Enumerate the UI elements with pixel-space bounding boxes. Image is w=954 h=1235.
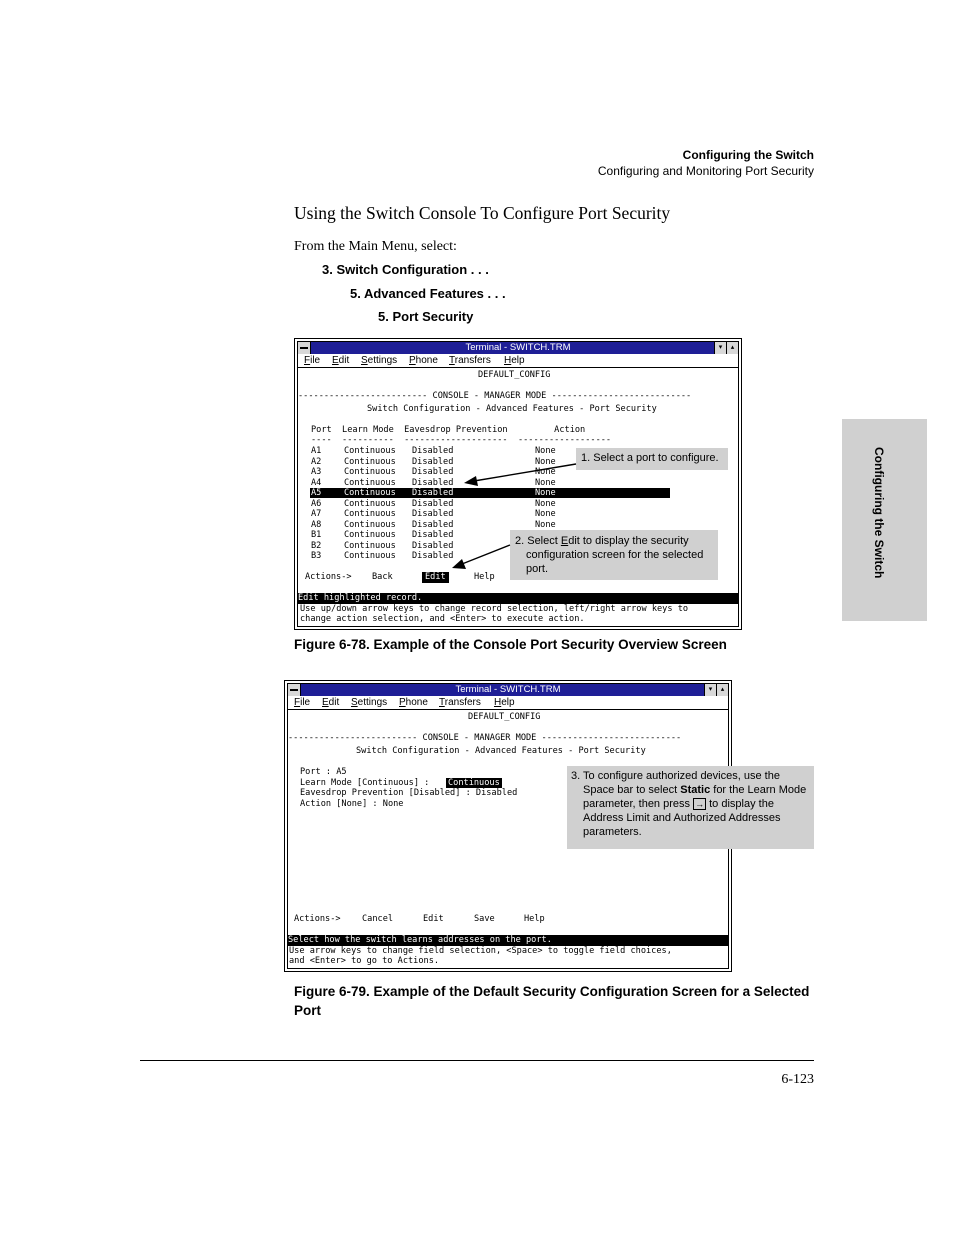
- side-tab-label: Configuring the Switch: [872, 447, 886, 579]
- title-bar[interactable]: [288, 684, 728, 696]
- table-cell: Disabled: [412, 456, 454, 467]
- learn-mode-field[interactable]: Continuous: [448, 777, 500, 788]
- intro-text: From the Main Menu, select:: [294, 239, 457, 254]
- actions-label: Actions->: [305, 572, 352, 582]
- table-row[interactable]: A1: [311, 446, 322, 456]
- figure-6-78-caption: Figure 6-78. Example of the Console Port Security Overview Screen: [294, 637, 727, 652]
- table-cell: None: [535, 446, 556, 456]
- table-cell: None: [535, 498, 556, 509]
- action-cancel[interactable]: Cancel: [362, 914, 394, 924]
- running-header-chapter: Configuring the Switch: [682, 148, 814, 162]
- menu-transfers[interactable]: Transfers: [449, 355, 491, 366]
- window-title: Terminal - SWITCH.TRM: [465, 342, 571, 353]
- eavesdrop-field[interactable]: Eavesdrop Prevention [Disabled] : Disabled: [300, 788, 518, 798]
- port-field: Port : A5: [300, 767, 347, 777]
- menu-transfers[interactable]: Transfers: [439, 697, 481, 708]
- table-row[interactable]: B2: [311, 540, 322, 551]
- table-cell: Continuous: [344, 467, 396, 477]
- right-arrow-key-icon: →: [695, 799, 705, 809]
- table-cell: Disabled: [412, 446, 454, 456]
- menu-step-3: 5. Port Security: [378, 309, 474, 324]
- table-row[interactable]: A6: [311, 498, 322, 509]
- arrowhead-1: [464, 476, 478, 486]
- table-cell: None: [535, 456, 556, 467]
- table-cell: Disabled: [412, 488, 454, 498]
- action-save[interactable]: Save: [474, 914, 495, 924]
- menu-bar: [288, 696, 728, 710]
- callout-arrow-1: [474, 464, 576, 481]
- callout-select-edit: 2. Select Edit to display the security configuration screen for the selected port.: [510, 530, 718, 580]
- page-number: 6-123: [781, 1072, 814, 1087]
- column-rule: ---- ---------- -------------------- ------------------: [311, 435, 612, 445]
- table-cell: Disabled: [412, 498, 454, 509]
- table-row[interactable]: B3: [311, 551, 322, 561]
- help-line-1: Use arrow keys to change field selection, <Space> to toggle field choices,: [289, 946, 672, 956]
- minimize-icon[interactable]: ▾: [704, 684, 716, 696]
- callout-arrow-2: [462, 545, 510, 564]
- menu-settings[interactable]: Settings: [351, 697, 388, 708]
- callout-authorized-devices: 3. To configure authorized devices, use the Space bar to select Static for the Learn Mode parameter, then press → to display the Address Limit and Authorized Addresses parameters.: [567, 766, 814, 849]
- help-line-1: Use up/down arrow keys to change record selection, left/right arrow keys to: [300, 604, 689, 614]
- actions-label: Actions->: [294, 914, 341, 924]
- menu-step-1: 3. Switch Configuration . . .: [322, 262, 489, 277]
- callout-select-port: 1. Select a port to configure.: [576, 448, 728, 470]
- table-cell: Continuous: [344, 456, 396, 467]
- maximize-icon[interactable]: ▴: [716, 684, 728, 696]
- table-cell: None: [535, 467, 556, 477]
- table-cell: Disabled: [412, 509, 454, 519]
- menu-help[interactable]: Help: [494, 697, 515, 708]
- window-title: Terminal - SWITCH.TRM: [455, 684, 561, 695]
- status-line: Select how the switch learns addresses on the port.: [288, 935, 728, 946]
- table-cell: Disabled: [412, 477, 454, 488]
- table-row[interactable]: B1: [311, 530, 322, 540]
- table-cell: Continuous: [344, 477, 396, 488]
- help-line-2: and <Enter> to go to Actions.: [289, 956, 440, 966]
- table-row[interactable]: A4: [311, 477, 322, 488]
- action-field[interactable]: Action [None] : None: [300, 798, 404, 809]
- menu-settings[interactable]: Settings: [361, 355, 398, 366]
- column-headers: Port Learn Mode Eavesdrop Prevention Action: [311, 425, 586, 435]
- maximize-icon[interactable]: ▴: [726, 342, 738, 354]
- system-menu-icon[interactable]: [288, 684, 301, 696]
- menu-phone[interactable]: Phone: [409, 355, 438, 366]
- help-line-2: change action selection, and <Enter> to execute action.: [300, 614, 585, 624]
- table-cell: Disabled: [412, 467, 454, 477]
- table-cell: Continuous: [344, 446, 396, 456]
- table-cell: Disabled: [412, 540, 454, 551]
- screen-title: Switch Configuration - Advanced Features - Port Security: [367, 404, 657, 414]
- menu-file[interactable]: File: [294, 697, 311, 708]
- table-cell: None: [535, 477, 556, 488]
- footer-rule: [140, 1060, 814, 1061]
- menu-help[interactable]: Help: [504, 355, 525, 366]
- menu-step-2: 5. Advanced Features . . .: [350, 286, 506, 301]
- table-row[interactable]: A3: [311, 467, 322, 477]
- table-cell: Continuous: [344, 509, 396, 519]
- table-cell: Continuous: [344, 519, 396, 530]
- mode-line: ------------------------- CONSOLE - MANAGER MODE ---------------------------: [288, 733, 682, 743]
- menu-file[interactable]: File: [304, 355, 321, 366]
- mode-line: ------------------------- CONSOLE - MANAGER MODE ---------------------------: [298, 391, 692, 401]
- action-edit[interactable]: Edit: [423, 914, 444, 924]
- table-cell: None: [535, 488, 556, 498]
- menu-edit[interactable]: Edit: [322, 697, 340, 708]
- config-name: DEFAULT_CONFIG: [468, 712, 541, 722]
- arrowhead-2: [452, 559, 466, 569]
- menu-phone[interactable]: Phone: [399, 697, 428, 708]
- section-heading: Using the Switch Console To Configure Port Security: [294, 203, 671, 223]
- action-help[interactable]: Help: [474, 572, 495, 582]
- action-edit-selected[interactable]: Edit: [422, 572, 449, 583]
- table-cell: Continuous: [344, 540, 396, 551]
- table-row-selected[interactable]: A5: [311, 488, 322, 498]
- table-cell: Continuous: [344, 488, 396, 498]
- table-cell: Disabled: [412, 551, 454, 561]
- table-row[interactable]: A8: [311, 519, 322, 530]
- figure-6-79-caption: Figure 6-79. Example of the Default Security Configuration Screen for a Selected Port: [294, 984, 810, 1018]
- status-line: Edit highlighted record.: [298, 593, 738, 604]
- table-cell: Continuous: [344, 498, 396, 509]
- table-cell: None: [535, 519, 556, 530]
- table-row[interactable]: A7: [311, 509, 322, 519]
- minimize-icon[interactable]: ▾: [714, 342, 726, 354]
- action-help[interactable]: Help: [524, 914, 545, 924]
- screen-title: Switch Configuration - Advanced Features - Port Security: [356, 746, 646, 756]
- action-back[interactable]: Back: [372, 572, 393, 582]
- menu-edit[interactable]: Edit: [332, 355, 350, 366]
- table-row[interactable]: A2: [311, 456, 322, 467]
- learn-mode-label: Learn Mode [Continuous] :: [300, 777, 435, 788]
- running-header-section: Configuring and Monitoring Port Security: [597, 164, 814, 178]
- table-cell: Continuous: [344, 530, 396, 540]
- table-cell: Continuous: [344, 551, 396, 561]
- table-cell: None: [535, 509, 556, 519]
- table-cell: Disabled: [412, 519, 454, 530]
- config-name: DEFAULT_CONFIG: [478, 370, 551, 380]
- table-cell: Disabled: [412, 530, 454, 540]
